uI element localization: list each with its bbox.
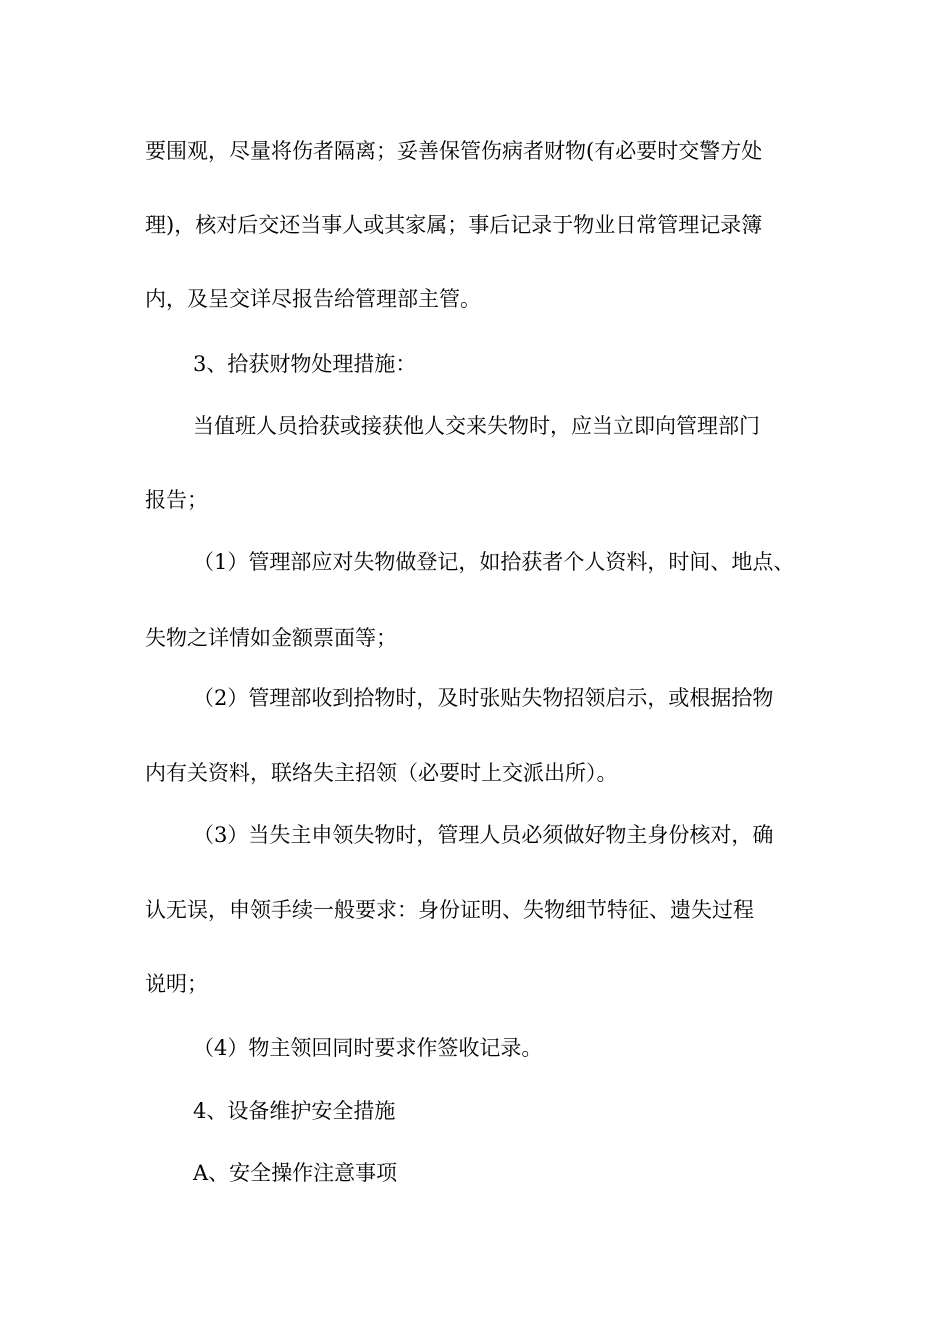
list-item-line: （3）当失主申领失物时，管理人员必须做好物主身份核对，确 — [193, 823, 774, 847]
paragraph-line: 报告； — [145, 488, 208, 512]
paragraph-line: 当值班人员拾获或接获他人交来失物时，应当立即向管理部门 — [193, 414, 760, 438]
list-item-line: （1）管理部应对失物做登记，如拾获者个人资料，时间、地点、 — [193, 550, 795, 574]
paragraph-line: 内，及呈交详尽报告给管理部主管。 — [145, 287, 481, 311]
section-heading: 3、拾获财物处理措施： — [193, 352, 417, 376]
list-item-line: 认无误，申领手续一般要求：身份证明、失物细节特征、遗失过程 — [145, 898, 754, 922]
list-item-line: 内有关资料，联络失主招领（必要时上交派出所）。 — [145, 761, 618, 785]
list-item-line: 失物之详情如金额票面等； — [145, 626, 397, 650]
paragraph-line: 要围观，尽量将伤者隔离；妥善保管伤病者财物(有必要时交警方处 — [145, 139, 763, 163]
list-item-line: （4）物主领回同时要求作签收记录。 — [193, 1036, 543, 1060]
list-item-line: （2）管理部收到拾物时，及时张贴失物招领启示，或根据拾物 — [193, 686, 774, 710]
section-heading: 4、设备维护安全措施 — [193, 1099, 396, 1123]
list-item-line: 说明； — [145, 972, 208, 996]
paragraph-line: 理)，核对后交还当事人或其家属；事后记录于物业日常管理记录簿 — [145, 213, 763, 237]
subsection-heading: A、安全操作注意事项 — [193, 1161, 398, 1185]
